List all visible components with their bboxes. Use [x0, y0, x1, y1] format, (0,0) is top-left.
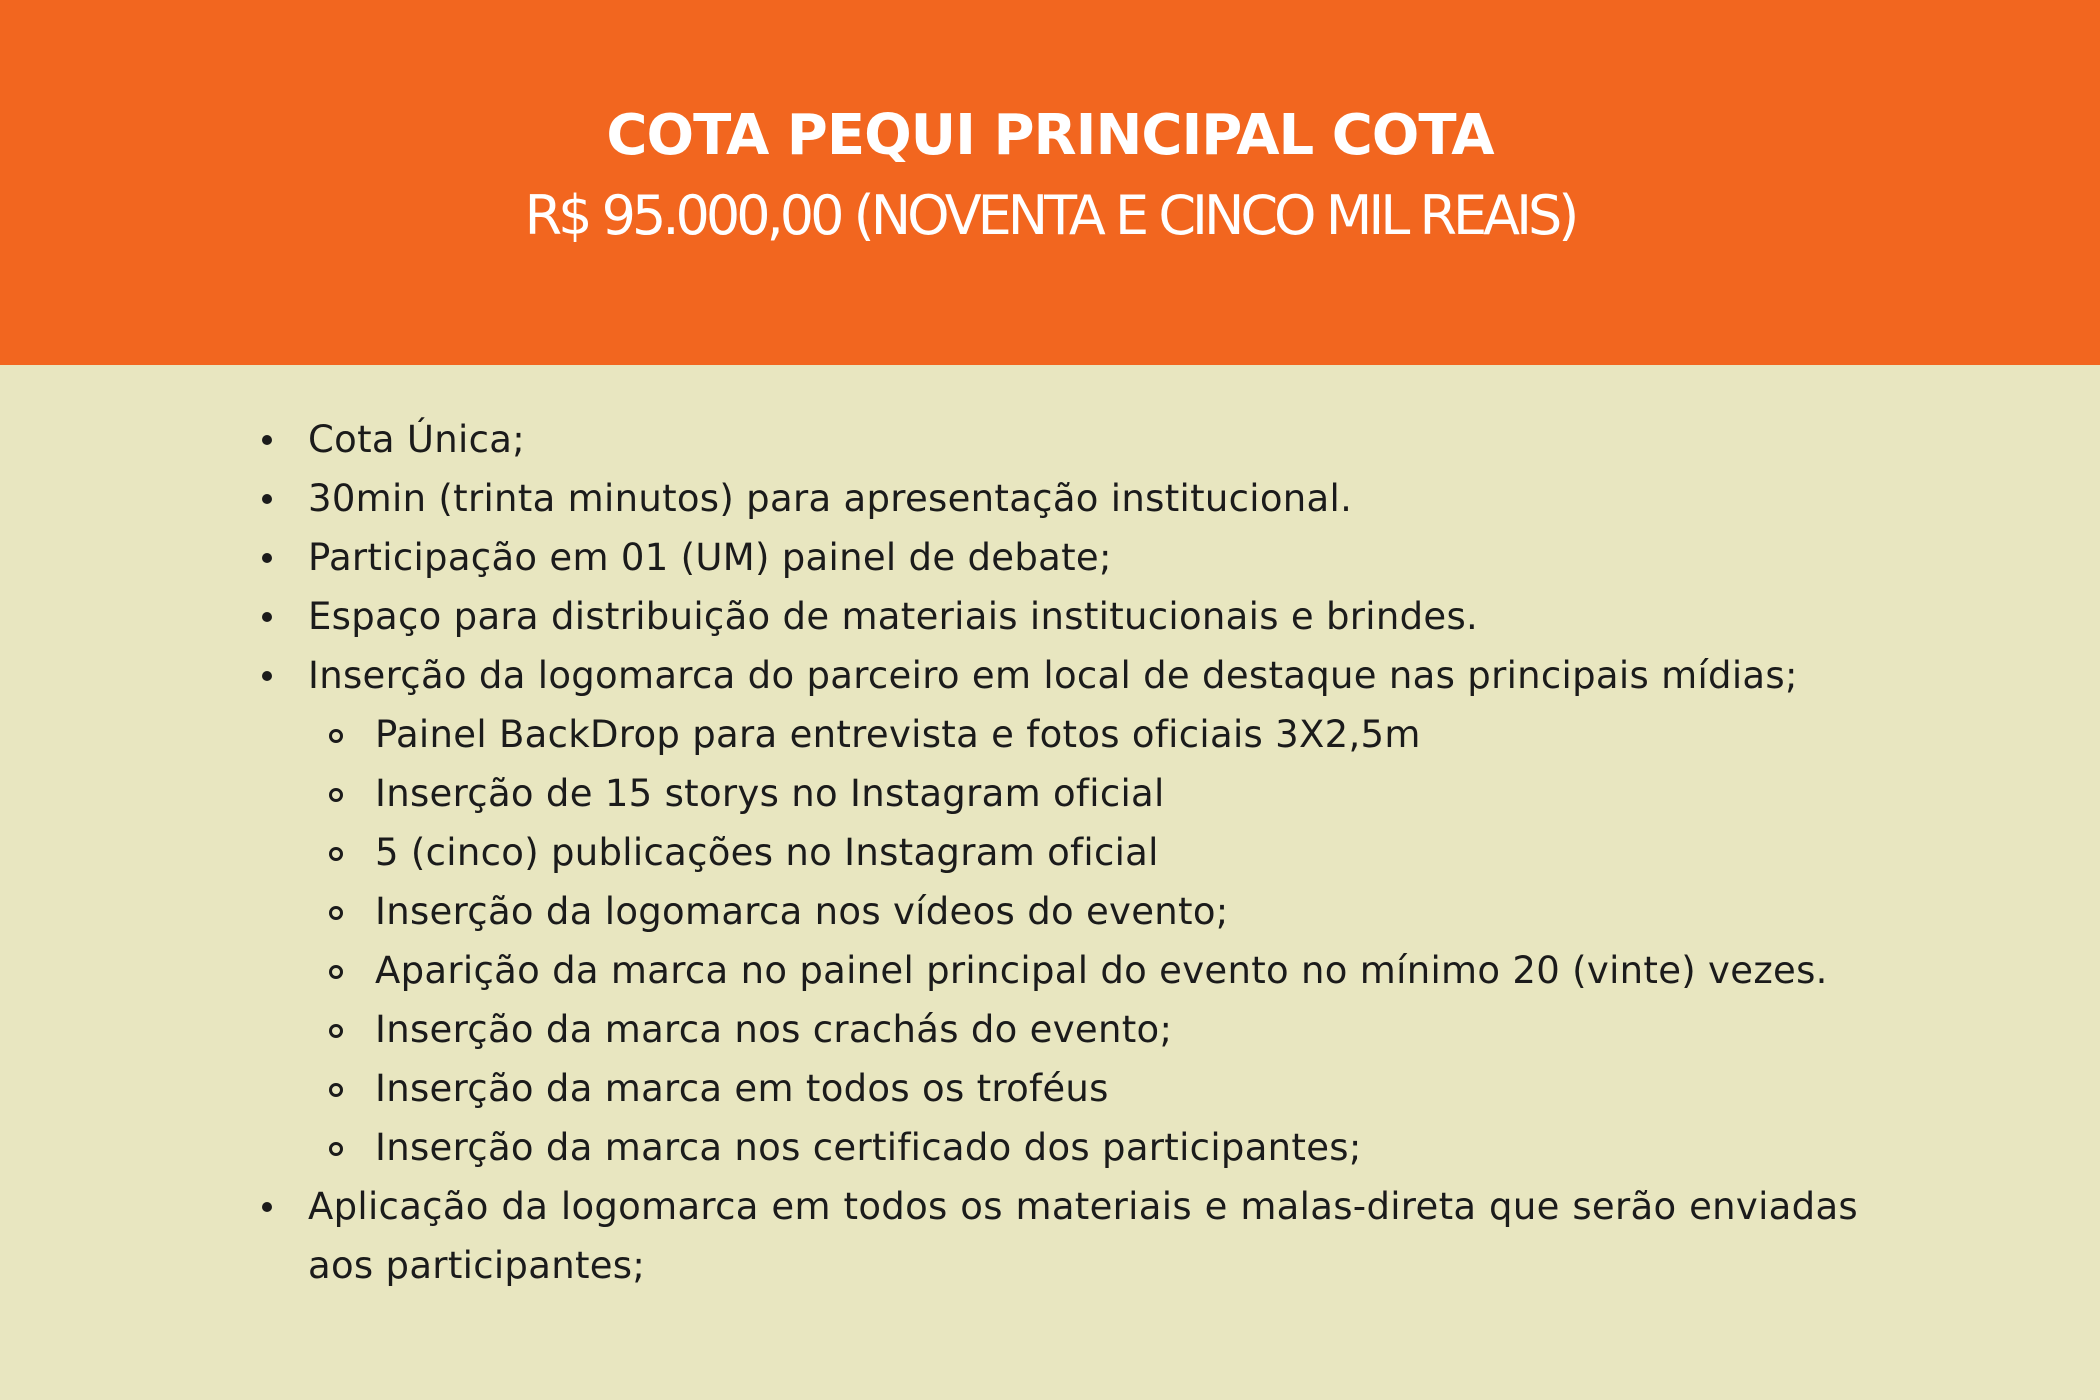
- bullet-circle-icon: [329, 1142, 343, 1156]
- list-item: [258, 1177, 1858, 1295]
- sub-list-item-text: Inserção da marca em todos os troféus: [375, 1067, 1109, 1110]
- list-item: [258, 528, 1858, 587]
- benefits-list: [258, 410, 1858, 1295]
- bullet-dot-icon: [262, 671, 272, 681]
- sub-list-item-text: Inserção da logomarca nos vídeos do evento;: [375, 890, 1229, 933]
- price-subtitle: R$ 95.000,00 (NOVENTA E CINCO MIL REAIS): [524, 184, 1576, 247]
- sub-list-item: [258, 941, 1858, 1000]
- sub-list-item-text: Inserção da marca nos certificado dos participantes;: [375, 1126, 1362, 1169]
- benefits-list-container: [258, 410, 1858, 1295]
- sub-list-item: [258, 1000, 1858, 1059]
- sub-list-item-text: 5 (cinco) publicações no Instagram oficial: [375, 831, 1159, 874]
- list-item: [258, 646, 1858, 705]
- page-title: COTA PEQUI PRINCIPAL COTA: [606, 103, 1494, 168]
- sub-list-item: [258, 1118, 1858, 1177]
- list-item-text: Cota Única;: [308, 418, 526, 461]
- bullet-dot-icon: [262, 553, 272, 563]
- header-banner: [0, 0, 2100, 365]
- list-item-text: Participação em 01 (UM) painel de debate;: [308, 536, 1112, 579]
- bullet-dot-icon: [262, 1202, 272, 1212]
- bullet-circle-icon: [329, 729, 343, 743]
- bullet-dot-icon: [262, 494, 272, 504]
- bullet-circle-icon: [329, 788, 343, 802]
- list-item: [258, 410, 1858, 469]
- bullet-circle-icon: [329, 847, 343, 861]
- sub-list-item: [258, 1059, 1858, 1118]
- list-item-text: Espaço para distribuição de materiais institucionais e brindes.: [308, 595, 1479, 638]
- bullet-dot-icon: [262, 435, 272, 445]
- bullet-circle-icon: [329, 1024, 343, 1038]
- sub-list-item: [258, 764, 1858, 823]
- bullet-circle-icon: [329, 1083, 343, 1097]
- sub-list-item: [258, 882, 1858, 941]
- list-item: [258, 469, 1858, 528]
- sub-list-item-text: Painel BackDrop para entrevista e fotos oficiais 3X2,5m: [375, 713, 1421, 756]
- sub-list-item-text: Aparição da marca no painel principal do evento no mínimo 20 (vinte) vezes.: [375, 949, 1828, 992]
- bullet-dot-icon: [262, 612, 272, 622]
- list-item-text: 30min (trinta minutos) para apresentação institucional.: [308, 477, 1353, 520]
- list-item: [258, 587, 1858, 646]
- sub-list-item: [258, 823, 1858, 882]
- sub-list-item-text: Inserção de 15 storys no Instagram oficial: [375, 772, 1165, 815]
- list-item-text: Aplicação da logomarca em todos os materiais e malas-direta que serão enviadas aos participantes;: [308, 1185, 1858, 1287]
- sub-list-item-text: Inserção da marca nos crachás do evento;: [375, 1008, 1173, 1051]
- bullet-circle-icon: [329, 965, 343, 979]
- bullet-circle-icon: [329, 906, 343, 920]
- list-item-text: Inserção da logomarca do parceiro em local de destaque nas principais mídias;: [308, 654, 1798, 697]
- sub-list-item: [258, 705, 1858, 764]
